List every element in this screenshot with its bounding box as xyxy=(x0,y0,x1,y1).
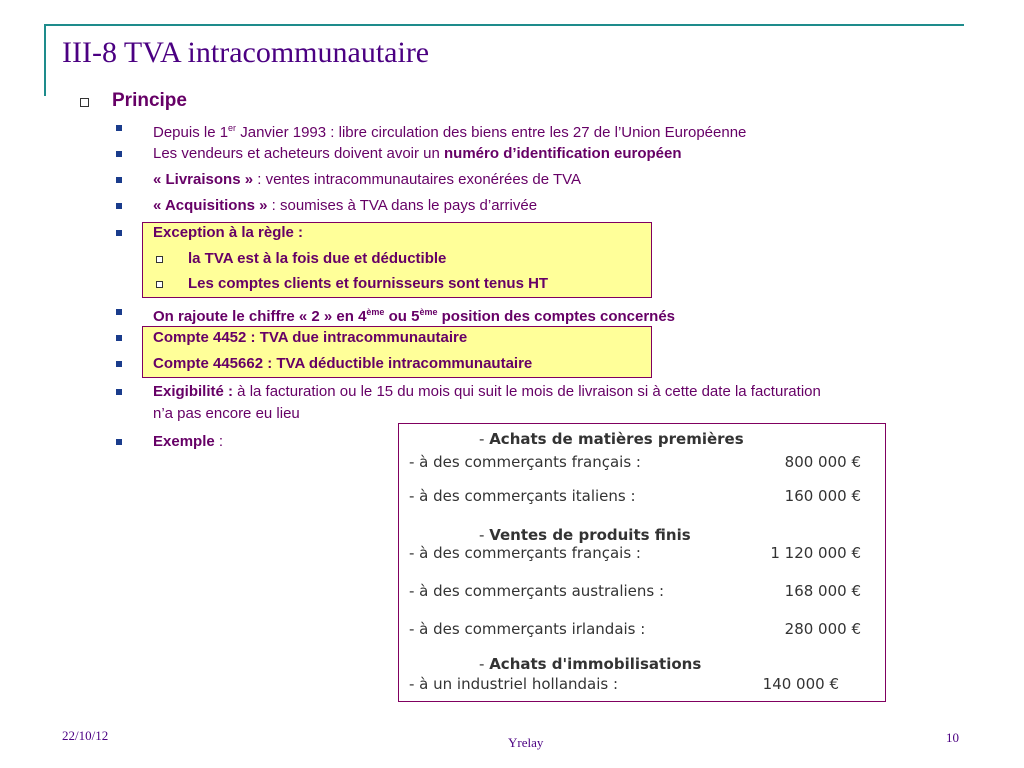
footer-author: Yrelay xyxy=(508,735,544,750)
square-bullet-icon xyxy=(116,151,122,157)
hollow-square-bullet-icon xyxy=(156,281,163,288)
square-bullet-icon xyxy=(116,203,122,209)
bullet-depuis-text: Depuis le 1er Janvier 1993 : libre circulation des biens entre les 27 de l’Union Européenne xyxy=(153,123,747,141)
square-bullet-icon xyxy=(116,439,122,445)
bullet-acquisitions-text: « Acquisitions » : soumises à TVA dans le pays d’arrivée xyxy=(153,197,538,214)
square-bullet-icon xyxy=(116,177,122,183)
square-bullet-icon xyxy=(116,335,122,341)
title-frame-left-line xyxy=(44,24,46,96)
square-bullet-icon xyxy=(116,389,122,395)
example-box: - Achats de matières premières - à des commerçants français : 800 000 € - à des commerçants italiens : 160 000 € - Ventes de produits finis - à des commerçants français : 1 120 000 € - à des commerçants australiens : 168 000 € - à des commerçants irlandais : 280 000 € - Achats d'immobilisations - à un industriel hollandais : 140 000 € xyxy=(398,423,886,702)
hollow-square-bullet-icon xyxy=(80,98,89,107)
square-bullet-icon xyxy=(116,230,122,236)
bullet-vendeurs-text: Les vendeurs et acheteurs doivent avoir un numéro d’identification européen xyxy=(153,145,682,162)
subbullet-comptes-text: Les comptes clients et fournisseurs sont tenus HT xyxy=(188,275,549,292)
bullet-exigibilite-line1: Exigibilité : à la facturation ou le 15 du mois qui suit le mois de livraison si à cette date la facturation xyxy=(153,383,821,400)
footer-date: 22/10/12 xyxy=(62,728,109,743)
example-heading-achats-immobilisations: - Achats d'immobilisations xyxy=(479,655,702,673)
bullet-compte-445662-text: Compte 445662 : TVA déductible intracommunautaire xyxy=(153,355,533,372)
square-bullet-icon xyxy=(116,309,122,315)
hollow-square-bullet-icon xyxy=(156,256,163,263)
bullet-exception-text: Exception à la règle : xyxy=(153,224,304,241)
bullet-rajoute-text: On rajoute le chiffre « 2 » en 4ème ou 5ème position des comptes concernés xyxy=(153,307,676,325)
bullet-exemple-text: Exemple : xyxy=(153,433,224,450)
footer-page-number: 10 xyxy=(946,730,959,745)
square-bullet-icon xyxy=(116,361,122,367)
bullet-compte-4452-text: Compte 4452 : TVA due intracommunautaire xyxy=(153,329,468,346)
section-principe-label: Principe xyxy=(112,90,187,111)
bullet-livraisons-text: « Livraisons » : ventes intracommunautaires exonérées de TVA xyxy=(153,171,582,188)
title-frame-top-line xyxy=(44,24,964,26)
example-heading-ventes-produits: - Ventes de produits finis xyxy=(479,526,691,544)
bullet-exigibilite-line2: n’a pas encore eu lieu xyxy=(153,405,300,422)
square-bullet-icon xyxy=(116,125,122,131)
subbullet-tva-text: la TVA est à la fois due et déductible xyxy=(188,250,447,267)
example-heading-achats-matieres: - Achats de matières premières xyxy=(479,430,744,448)
slide-title: III-8 TVA intracommunautaire xyxy=(62,36,430,69)
